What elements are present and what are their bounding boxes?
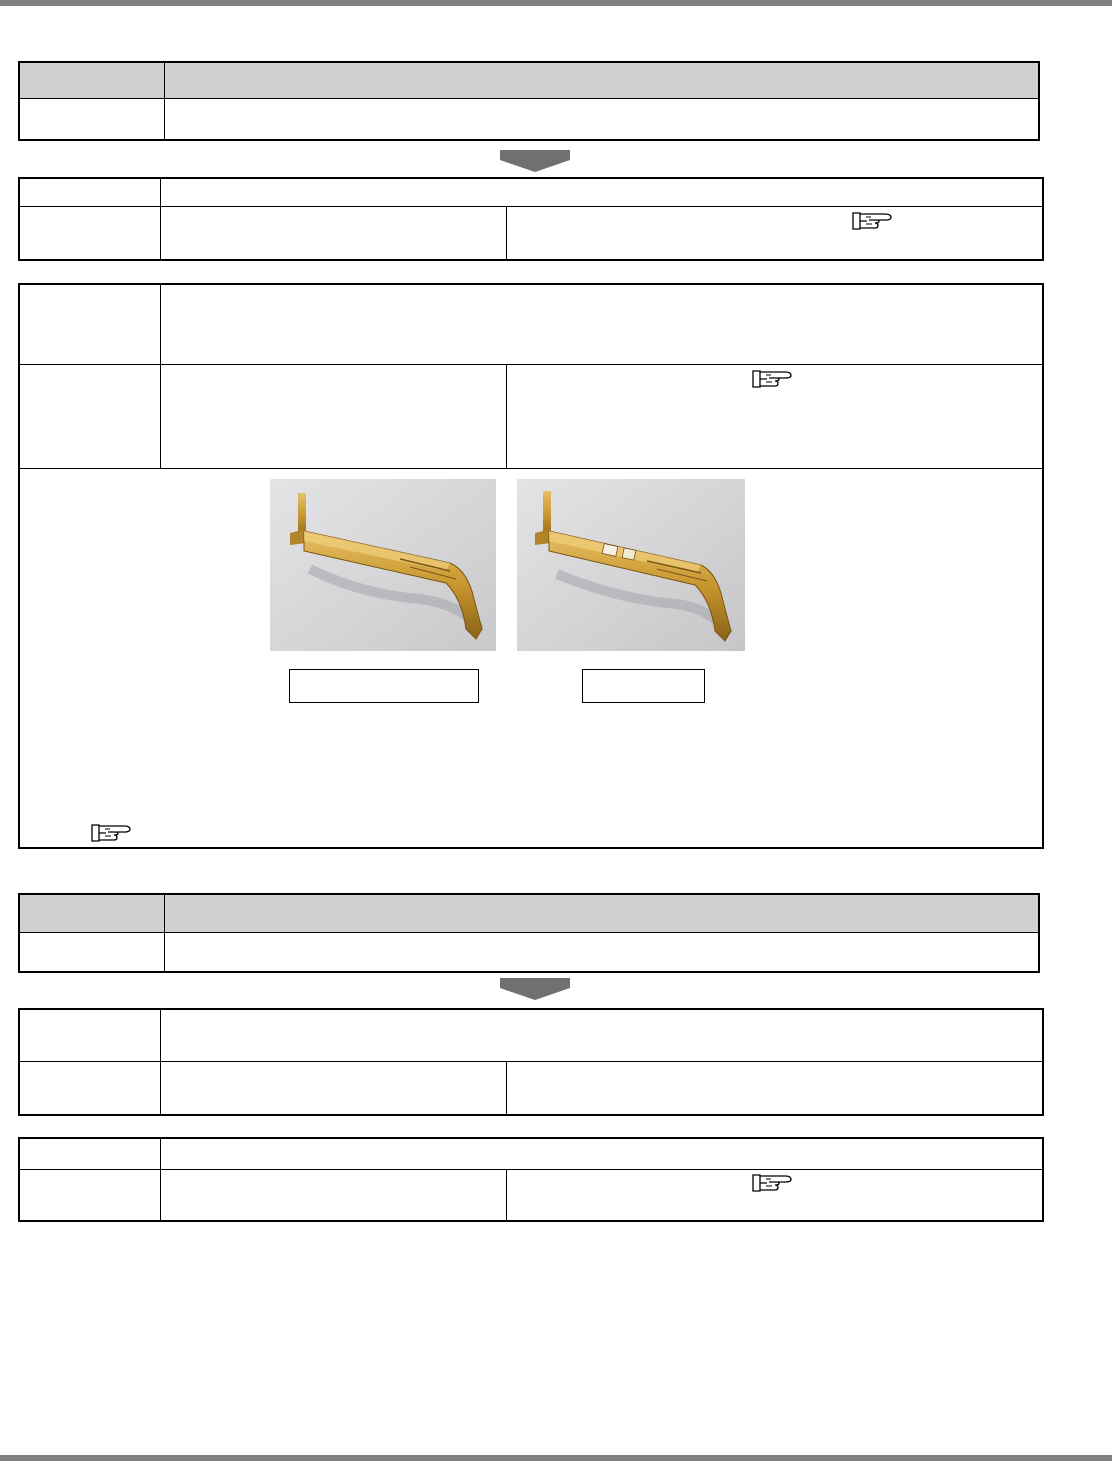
table-row xyxy=(20,206,1042,259)
table-row xyxy=(20,1061,1042,1114)
photo-caption-before xyxy=(289,669,479,703)
pointing-hand-icon xyxy=(751,1171,795,1193)
table-header-row xyxy=(20,1139,1042,1169)
top-rule xyxy=(0,0,1112,6)
pointing-hand-icon xyxy=(851,209,895,231)
table-row xyxy=(20,98,1038,139)
photo-row xyxy=(20,468,1042,847)
bottom-rule xyxy=(0,1455,1112,1461)
procedure-table-6 xyxy=(18,1137,1044,1222)
brass-part-photo-before xyxy=(270,479,496,651)
procedure-table-1 xyxy=(18,61,1040,141)
table-row xyxy=(20,285,1042,364)
table-row xyxy=(20,1169,1042,1220)
table-header-row xyxy=(20,63,1038,98)
procedure-table-2 xyxy=(18,177,1044,261)
table-header-row xyxy=(20,179,1042,206)
procedure-table-4 xyxy=(18,893,1040,973)
photo-caption-after xyxy=(582,669,705,703)
procedure-table-3 xyxy=(18,283,1044,849)
table-header-row xyxy=(20,895,1038,932)
brass-part-photo-after xyxy=(517,479,745,651)
table-row xyxy=(20,932,1038,971)
table-row xyxy=(20,1010,1042,1061)
table-row xyxy=(20,364,1042,468)
pointing-hand-icon xyxy=(90,821,134,843)
procedure-table-5 xyxy=(18,1008,1044,1116)
pointing-hand-icon xyxy=(751,367,795,389)
